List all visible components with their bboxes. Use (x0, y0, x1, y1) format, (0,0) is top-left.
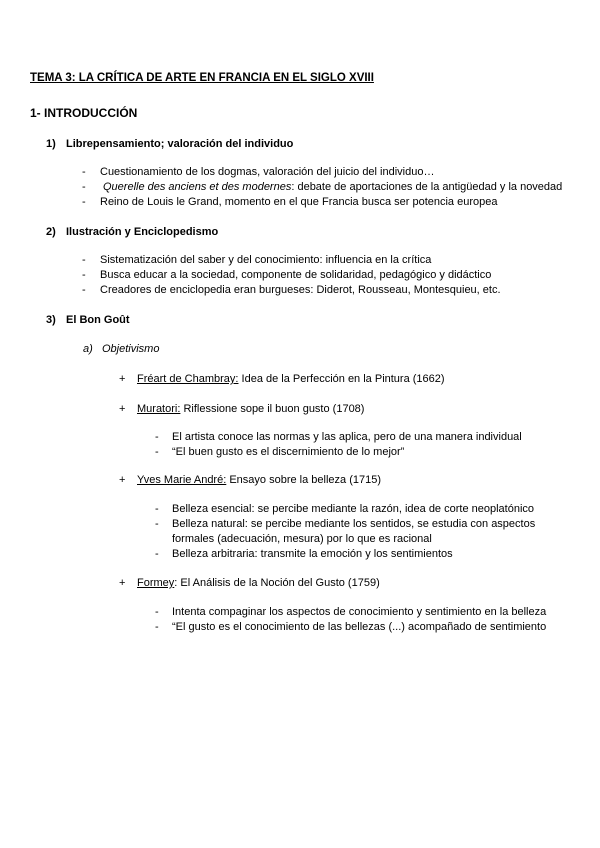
subsection-number: 3) (46, 314, 56, 326)
author-work: Idea de la Perfección en la Pintura (1662) (238, 373, 445, 385)
dash-marker: - (155, 446, 159, 458)
list-item (82, 195, 86, 209)
author-work: Riflessione sope il buon gusto (1708) (180, 403, 365, 415)
subsection-number: 1) (46, 138, 56, 150)
author-entry-formey (137, 576, 380, 590)
author-point: Intenta compaginar los aspectos de conocimiento y sentimiento en la belleza (172, 606, 547, 618)
subsection-title: El Bon Goût (66, 314, 130, 326)
author-name: Fréart de Chambray: (137, 373, 239, 385)
subsection-heading-librepensamiento (46, 137, 293, 151)
dash-marker: - (82, 284, 86, 296)
plus-marker: + (119, 373, 126, 385)
dash-marker: - (155, 548, 159, 560)
dash-marker: - (82, 181, 86, 193)
list-item (82, 253, 86, 267)
list-item (82, 180, 86, 194)
dash-marker: - (155, 503, 159, 515)
dash-marker: - (82, 254, 86, 266)
list-item-text: Sistematización del saber y del conocimiento: influencia en la crítica (100, 254, 432, 266)
querelle-rest: : debate de aportaciones de la antigüedad y la novedad (291, 181, 563, 193)
subsection-heading-ilustracion (46, 225, 218, 239)
dash-marker: - (155, 606, 159, 618)
author-entry-muratori (137, 402, 364, 416)
author-point: El artista conoce las normas y las aplica, pero de una manera individual (172, 431, 522, 443)
list-item (82, 165, 86, 179)
subsection-number: 2) (46, 226, 56, 238)
dash-marker: - (82, 166, 86, 178)
dash-marker: - (155, 518, 159, 530)
plus-marker: + (119, 403, 126, 415)
plus-marker: + (119, 577, 126, 589)
list-item-text-querelle (103, 180, 562, 194)
subsubsection-label: Objetivismo (102, 343, 160, 355)
author-work: Ensayo sobre la belleza (1715) (226, 474, 381, 486)
list-item-text: Reino de Louis le Grand, momento en el que Francia busca ser potencia europea (100, 196, 498, 208)
subsection-title: Ilustración y Enciclopedismo (66, 226, 219, 238)
list-item-text: Creadores de enciclopedia eran burgueses: Diderot, Rousseau, Montesquieu, etc. (100, 284, 501, 296)
list-item-text: Busca educar a la sociedad, componente de solidaridad, pedagógico y didáctico (100, 269, 492, 281)
dash-marker: - (155, 621, 159, 633)
author-work: : El Análisis de la Noción del Gusto (1759) (174, 577, 380, 589)
author-point: Belleza esencial: se percibe mediante la razón, idea de corte neoplatónico (172, 503, 535, 515)
author-point: Belleza arbitraria: transmite la emoción y los sentimientos (172, 548, 453, 560)
querelle-italic: Querelle des anciens et des modernes (103, 181, 292, 193)
dash-marker: - (155, 431, 159, 443)
subsection-title: Librepensamiento; valoración del individuo (66, 138, 294, 150)
subsubsection-letter: a) (83, 343, 93, 355)
plus-marker: + (119, 474, 126, 486)
author-point-continuation: formales (adecuación, mesura) por lo que es racional (172, 533, 432, 545)
subsubsection-objetivismo (83, 342, 159, 356)
dash-marker: - (82, 269, 86, 281)
author-name: Formey (137, 577, 175, 589)
author-point: “El gusto es el conocimiento de las bellezas (...) acompañado de sentimiento (172, 621, 547, 633)
author-point: Belleza natural: se percibe mediante los sentidos, se estudia con aspectos (172, 518, 536, 530)
author-name: Yves Marie André: (137, 474, 227, 486)
document-title: TEMA 3: LA CRÍTICA DE ARTE EN FRANCIA EN EL SIGLO XVIII (30, 72, 374, 84)
list-item (82, 268, 86, 282)
list-item-text: Cuestionamiento de los dogmas, valoración del juicio del individuo… (100, 166, 435, 178)
section-heading-introduccion: 1- INTRODUCCIÓN (30, 106, 138, 120)
list-item (82, 283, 86, 297)
subsection-heading-bon-gout (46, 313, 130, 327)
author-point: “El buen gusto es el discernimiento de lo mejor” (172, 446, 405, 458)
author-entry-andre (137, 473, 381, 487)
author-entry-freart (137, 372, 445, 386)
author-name: Muratori: (137, 403, 181, 415)
dash-marker: - (82, 196, 86, 208)
